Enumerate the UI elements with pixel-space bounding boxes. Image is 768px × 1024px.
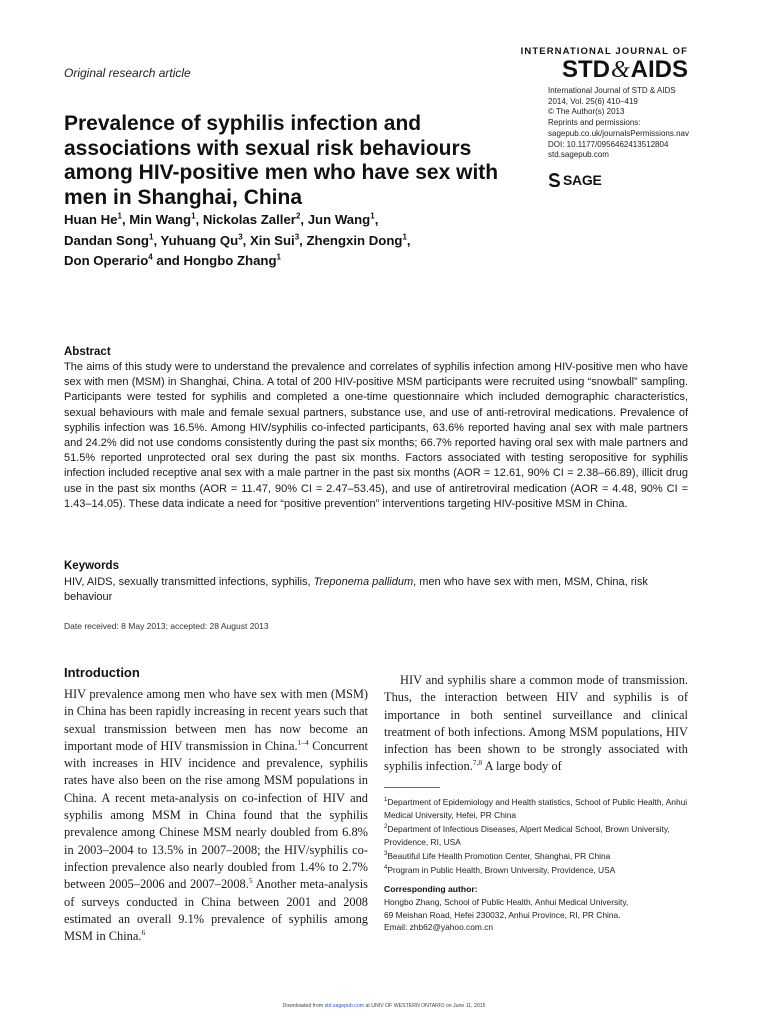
journal-logo	[562, 56, 688, 84]
article-type-label: Original research article	[64, 66, 191, 80]
corresponding-author-details	[384, 896, 688, 934]
introduction-right-column: HIV and syphilis share a common mode of transmission. Thus, the interaction between HIV and syphilis is of importance in both sentinel surveillance and clinical treatment of both infections. Among MSM populations, HIV infection has been shown to be strongly associated with syphilis infection.$^{7,8}$ A large body of	[384, 673, 688, 774]
corresponding-line: 69 Meishan Road, Hefei 230032, Anhui Province, RI, PR China.	[384, 909, 621, 920]
meta-line: International Journal of STD & AIDS	[548, 86, 676, 95]
corresponding-email[interactable]: Email: zhb62@yahoo.com.cn	[384, 922, 494, 932]
citation-ref[interactable]: 5	[248, 876, 253, 886]
author-list: Huan He$^1$, Min Wang$^1$, Nickolas Zaller$^2$, Jun Wang$^1$, Dandan Song$^1$, Yuhuang Qu$^3$, Xin Sui$^3$, Zhengxin Dong$^1$, Don Operario$^4$ and Hongbo Zhang$^1$	[64, 211, 411, 268]
download-source-link[interactable]: std.sagepub.com	[324, 1003, 365, 1009]
author-name: Hongbo Zhang	[183, 253, 277, 268]
author-name: Zhengxin Dong	[306, 232, 403, 248]
journal-name-aids: AIDS	[630, 56, 688, 83]
author-affiliation: 1	[191, 211, 196, 221]
sage-wordmark: SAGE	[563, 172, 602, 188]
author-name: Min Wang	[129, 212, 192, 227]
author-name: Xin Sui	[249, 232, 295, 248]
author-affiliation: 4	[148, 252, 153, 262]
author-affiliation: 2	[295, 211, 301, 221]
author-name: Huan He	[64, 212, 118, 227]
author-name: Dandan Song	[64, 232, 149, 248]
abstract-text: The aims of this study were to understand the prevalence and correlates of syphilis infection among HIV-positive men who have sex with men (MSM) in Shanghai, China. A total of 200 HIV-positive MSM participants were recruited using “snowball” sampling. Participants were tested for syphilis and completed a one-time questionnaire which included demographic characteristics, sexual behaviours with male and female sexual partners, substance use, and use of anti-retroviral medications. Prevalence of syphilis infection was 16.5%. Among HIV/syphilis co-infected participants, 63.6% reported having anal sex with male partners and 24.2% did not use condoms consistently during the past six months; 66.7% reported having oral sex with male partners and 51.5% reported unprotected oral sex during the past six months. Factors associated with testing seropositive for syphilis infection included receptive anal sex with a male partner in the past six months (AOR = 12.61, 90% CI = 2.38–66.89), illicit drug use in the past six months (AOR = 11.47, 90% CI = 2.47–53.45), and use of antiretroviral medication (AOR = 4.48, 90% CI = 1.43–14.05). These data indicate a need for “positive prevention” interventions targeting HIV-positive MSM in China.	[64, 361, 688, 510]
meta-link-journal-site[interactable]: std.sagepub.com	[548, 150, 609, 160]
citation-ref[interactable]: 7,8	[472, 758, 483, 768]
author-affiliation: 1	[370, 211, 375, 221]
citation-ref[interactable]: 1–4	[297, 737, 309, 747]
author-affiliation: 1	[117, 211, 122, 221]
footnote-item: $^2$Department of Infectious Diseases, Alpert Medical School, Brown University, Providence, RI, USA	[384, 824, 670, 847]
sage-emblem-icon	[548, 173, 561, 187]
abstract-heading: Abstract	[64, 346, 111, 358]
author-name: Don Operario	[64, 253, 149, 268]
journal-name-amp: &	[610, 57, 630, 83]
corresponding-line: Hongbo Zhang, School of Public Health, Anhui Medical University,	[384, 897, 629, 907]
article-title: Prevalence of syphilis infection and associations with sexual risk behaviours among HIV-positive men who have sex with men in Shanghai, China	[64, 112, 499, 209]
author-name: Nickolas Zaller	[202, 212, 296, 227]
meta-link-permissions[interactable]: sagepub.co.uk/journalsPermissions.nav	[548, 128, 689, 138]
author-name: Yuhuang Qu	[160, 232, 239, 248]
download-notice: Downloaded from std.sagepub.com at UNIV OF WESTERN ONTARIO on June 11, 2015	[282, 1003, 486, 1009]
footnote-divider	[384, 787, 440, 788]
journal-name-std: STD	[561, 56, 610, 83]
keyword-italic: Treponema pallidum	[313, 576, 414, 588]
footnote-item: $^4$Program in Public Health, Brown University, Providence, USA	[384, 865, 616, 875]
introduction-left-column: HIV prevalence among men who have sex with men (MSM) in China has been rapidly increasing in recent years such that sexual transmission between men has now become an important mode of HIV transmission in China.$^{1-4}$ Concurrent with increases in HIV incidence and prevalence, syphilis rates have also been on the rise among MSM populations in China. A recent meta-analysis on co-infection of HIV and syphilis among MSM in China found that the syphilis prevalence among Chinese MSM nearly doubled from 6.8% in 2003–2004 to 13.5% in 2007–2008; the HIV/syphilis co-infection prevalence also nearly doubled from 1.4% to 2.7% between 2005–2006 and 2007–2008.$^5$ Another meta-analysis of surveys conducted in China between 2001 and 2008 estimated an overall 9.1% prevalence of syphilis among MSM in China.$^6$	[64, 687, 369, 944]
affiliation-footnotes	[384, 796, 688, 878]
corresponding-author-heading: Corresponding author:	[384, 884, 478, 894]
meta-doi: DOI: 10.1177/0956462413512804	[548, 139, 669, 149]
author-affiliation: 1	[402, 232, 407, 242]
sage-logo	[548, 172, 601, 188]
keywords-list: HIV, AIDS, sexually transmitted infections, syphilis, Treponema pallidum, men who have sex with men, MSM, China, risk behaviour	[64, 576, 648, 604]
journal-metadata	[548, 86, 748, 161]
meta-line: 2014, Vol. 25(6) 410–419	[548, 96, 638, 106]
author-affiliation: 1	[276, 252, 281, 262]
keywords-heading: Keywords	[64, 560, 119, 572]
author-affiliation: 3	[294, 232, 300, 242]
author-affiliation: 3	[238, 232, 243, 242]
date-received: Date received: 8 May 2013; accepted: 28 August 2013	[64, 621, 269, 631]
footnote-item: $^3$Beautiful Life Health Promotion Center, Shanghai, PR China	[384, 851, 611, 861]
introduction-heading: Introduction	[64, 665, 140, 680]
meta-line: Reprints and permissions:	[548, 118, 641, 128]
journal-name-top: INTERNATIONAL JOURNAL OF	[520, 46, 688, 57]
author-affiliation: 1	[149, 232, 154, 242]
footnote-item: $^1$Department of Epidemiology and Health statistics, School of Public Health, Anhui Medical University, Hefei, PR China	[384, 797, 688, 820]
meta-line: © The Author(s) 2013	[548, 107, 625, 117]
author-name: Jun Wang	[307, 212, 371, 227]
citation-ref[interactable]: 6	[141, 928, 146, 938]
